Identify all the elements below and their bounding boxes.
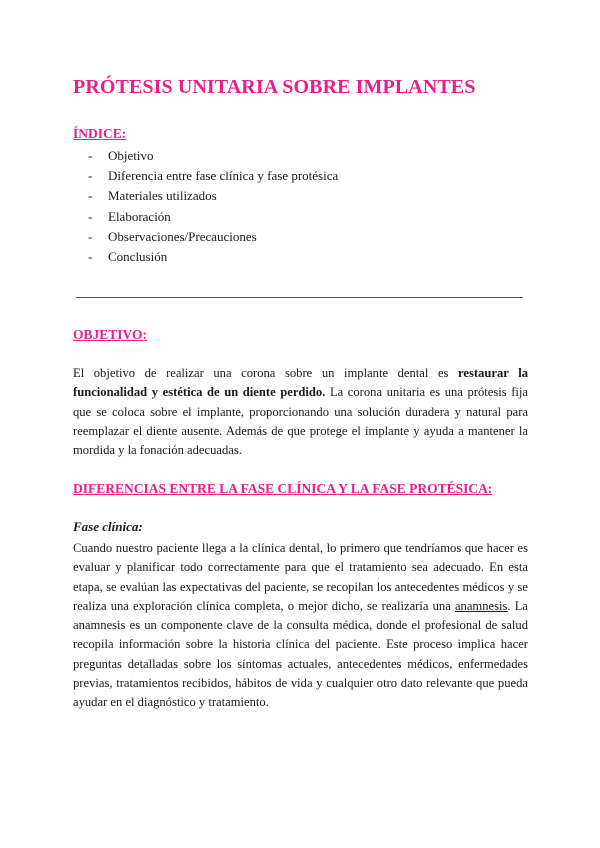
index-bullet: - bbox=[88, 168, 93, 184]
index-list bbox=[88, 146, 338, 267]
index-item-label: Conclusión bbox=[108, 249, 168, 265]
index-item bbox=[88, 227, 338, 247]
objective-paragraph bbox=[73, 364, 528, 460]
clinical-phase-paragraph bbox=[73, 539, 528, 713]
objective-heading: OBJETIVO: bbox=[73, 327, 147, 342]
index-bullet: - bbox=[88, 208, 93, 224]
clinical-phase-subheading: Fase clínica: bbox=[73, 519, 143, 534]
document-title: PRÓTESIS UNITARIA SOBRE IMPLANTES bbox=[73, 76, 476, 98]
index-item bbox=[88, 186, 338, 206]
index-bullet: - bbox=[88, 228, 93, 244]
horizontal-divider bbox=[76, 297, 523, 298]
index-bullet: - bbox=[88, 188, 93, 204]
index-item-label: Materiales utilizados bbox=[108, 188, 217, 204]
index-item-label: Objetivo bbox=[108, 148, 154, 163]
clinical-text-2: . La anamnesis es un componente clave de la consulta médica, donde el profesional de salud recopila información sobre la historia clínica del paciente. Este proceso implica hacer preguntas detalladas sobre los síntomas actuales, antecedentes médicos, enfermedades previas, tratamientos recibidos, hábitos de vida y cualquier otro dato relevante que pueda ayudar en el diagnóstico y tratamiento. bbox=[73, 598, 528, 710]
objective-bold-text: restaurar la funcionalidad y estética de un diente perdido. bbox=[73, 366, 528, 400]
index-item-label: Diferencia entre fase clínica y fase protésica bbox=[108, 168, 339, 184]
index-item-label: Observaciones/Precauciones bbox=[108, 228, 257, 244]
differences-heading: DIFERENCIAS ENTRE LA FASE CLÍNICA Y LA FASE PROTÉSICA: bbox=[73, 481, 493, 496]
clinical-text-1: Cuando nuestro paciente llega a la clínica dental, lo primero que tendríamos que hacer es evaluar y planificar todo correctamente para que el tratamiento sea adecuado. En esta etapa, se evalúan las expectativas del paciente, se recopilan los antecedentes médicos y se realiza una exploración clínica completa, o mejor dicho, se realizaría una bbox=[73, 541, 528, 613]
index-item-label: Elaboración bbox=[108, 208, 171, 224]
index-item bbox=[88, 166, 338, 186]
index-item bbox=[88, 207, 338, 227]
anamnesis-underlined-term: anamnesis bbox=[454, 598, 508, 613]
index-heading: ÍNDICE: bbox=[73, 126, 127, 141]
index-bullet: - bbox=[88, 148, 93, 163]
index-item bbox=[88, 146, 338, 166]
index-item bbox=[88, 247, 338, 267]
index-bullet: - bbox=[88, 249, 93, 265]
objective-text-2: La corona unitaria es una prótesis fija que se coloca sobre el implante, proporcionando una solución duradera y natural para reemplazar el diente ausente. Además de que protege el implante y ayuda a mantener la mordida y la fonación adecuadas. bbox=[73, 385, 528, 458]
objective-text-1: El objetivo de realizar una corona sobre un implante dental es bbox=[73, 366, 459, 380]
